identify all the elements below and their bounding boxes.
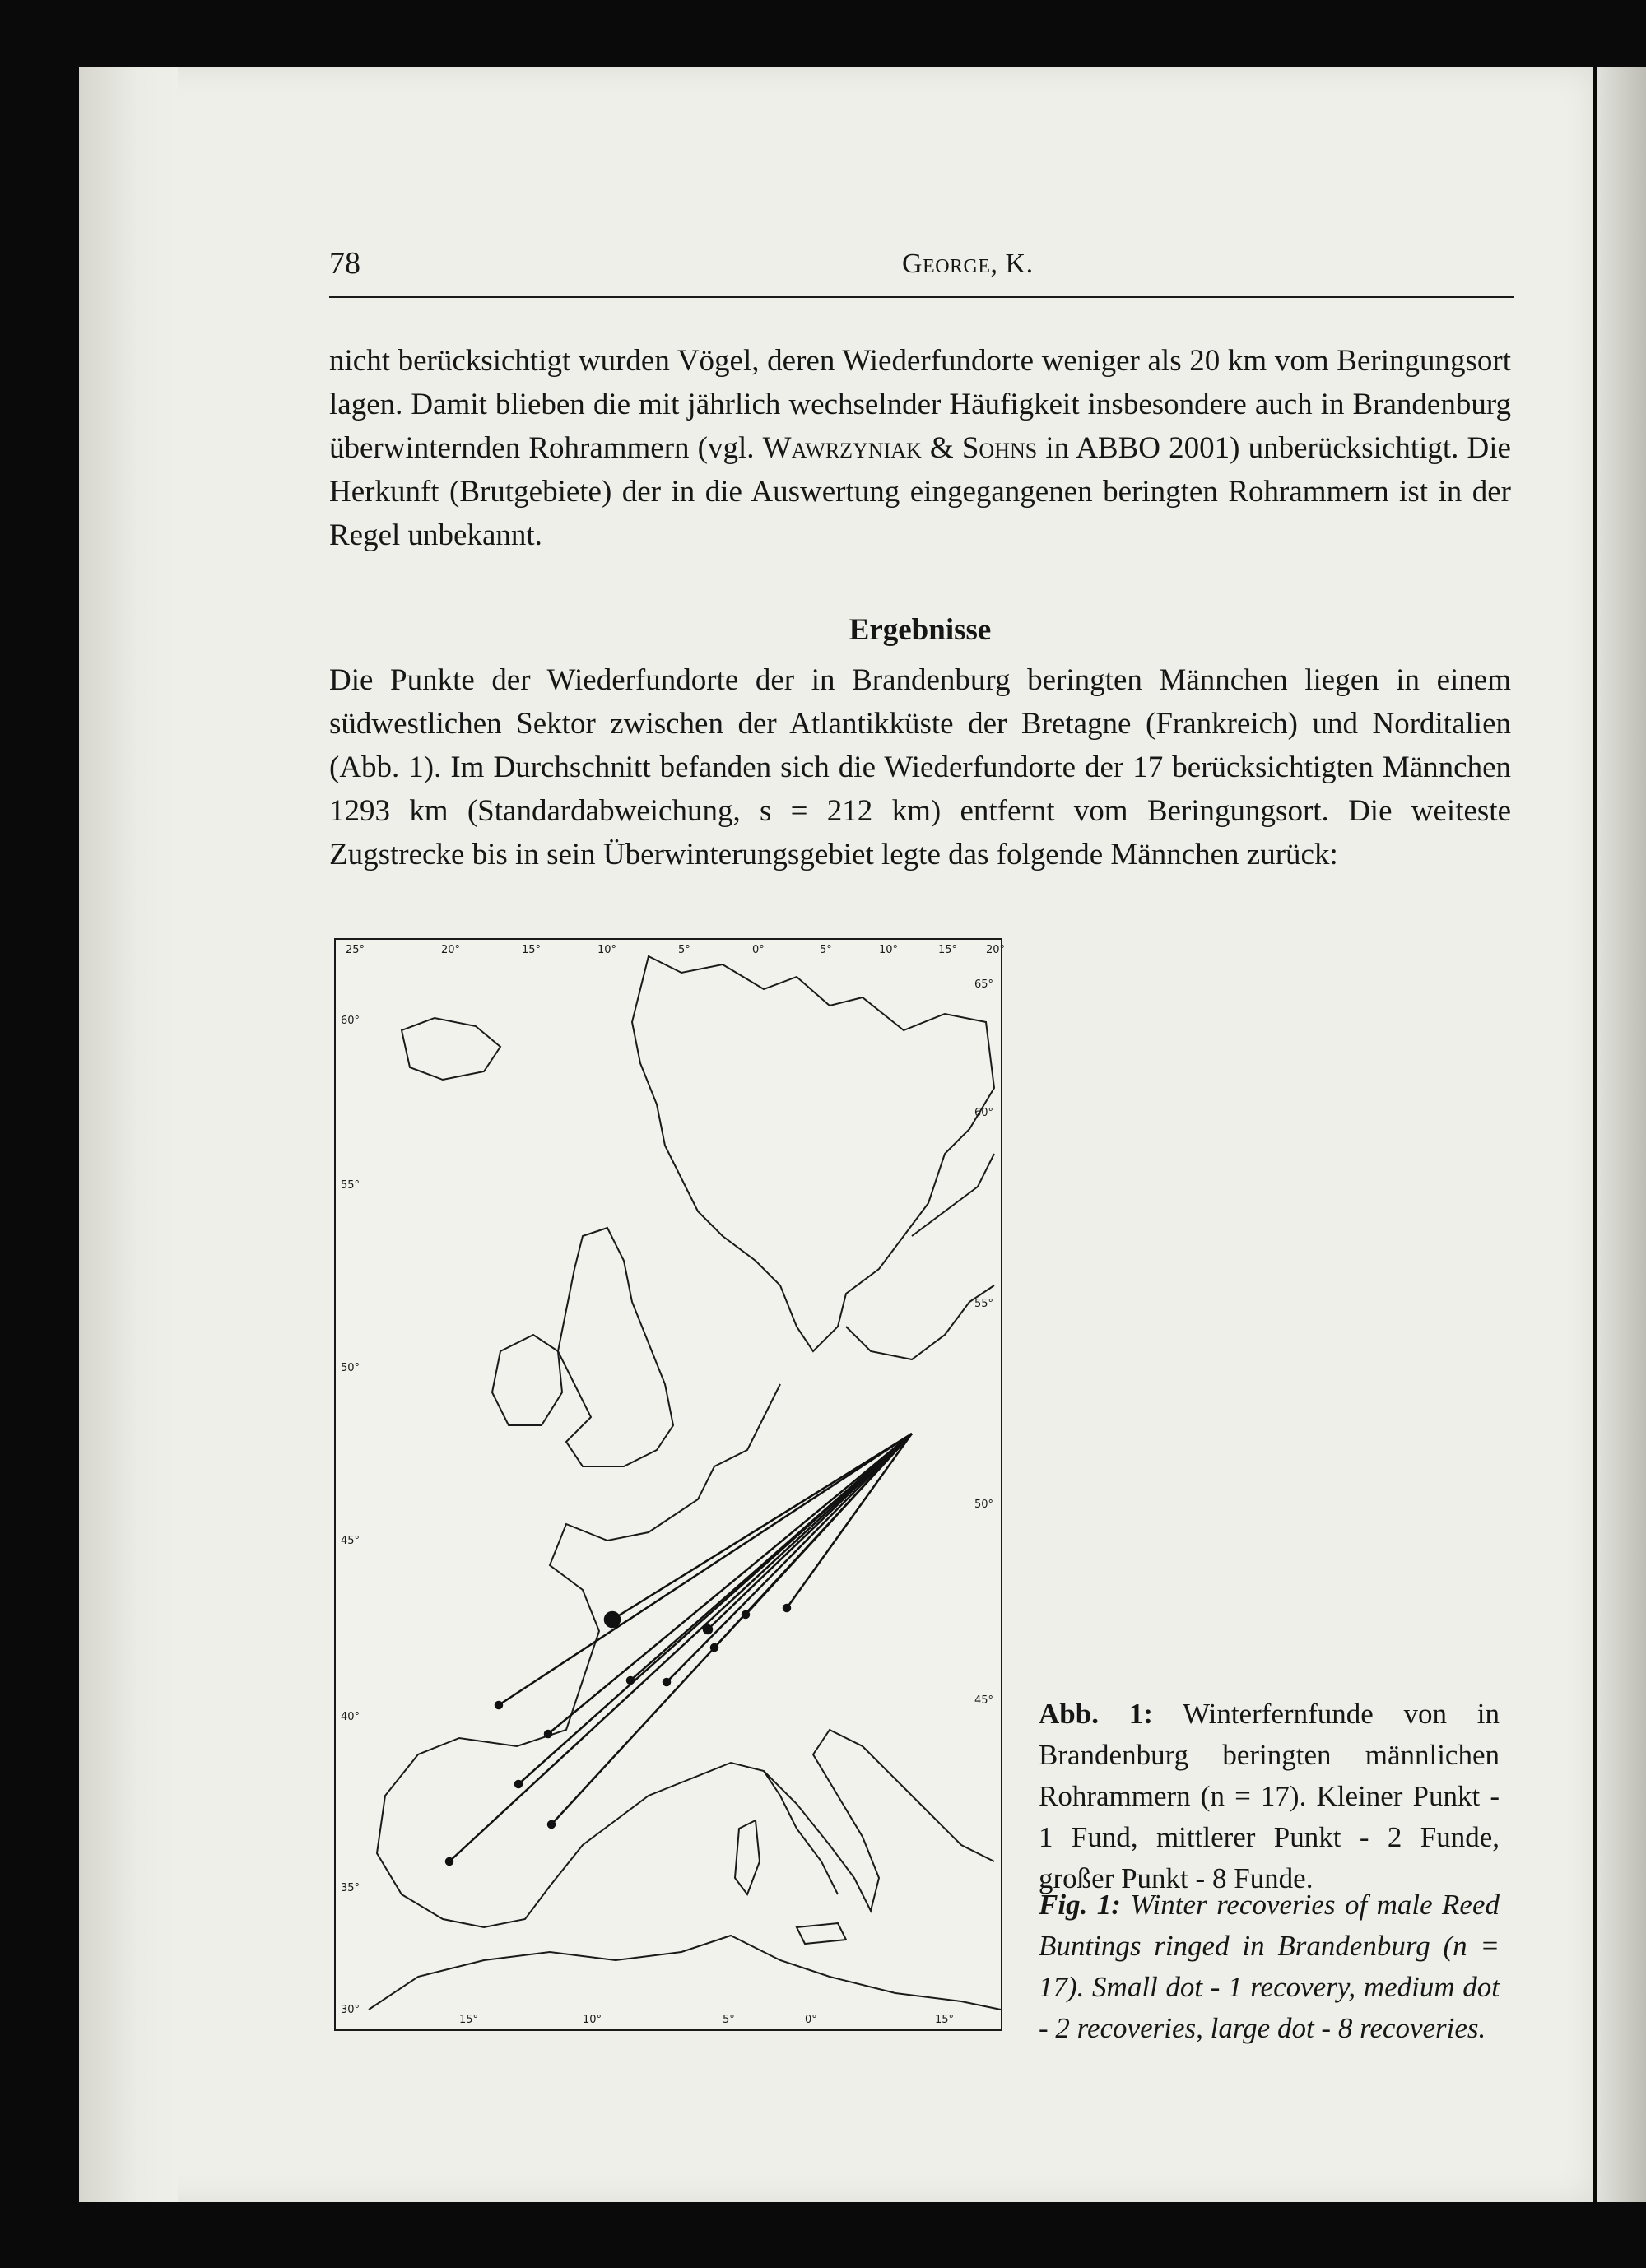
top-tick-label: 25° bbox=[346, 944, 365, 956]
recovery-dot-small bbox=[545, 1731, 551, 1737]
recovery-dot-small bbox=[663, 1679, 670, 1685]
top-tick-label: 20° bbox=[441, 944, 461, 956]
figure-caption-english bbox=[1039, 1885, 1500, 2049]
running-title: George, K. bbox=[902, 249, 1034, 279]
bottom-tick-label: 5° bbox=[723, 2014, 735, 2026]
coastlines bbox=[369, 956, 1001, 2010]
running-header bbox=[329, 245, 1514, 298]
paragraph-lead: nicht berücksichtigt wurden Vögel, deren Wiederfundorte weniger als 20 km vom Beringungsort lagen. Damit blieben die mit jährlich wechselnder Häufigkeit insbesondere auch in Brandenburg überwinternden Rohrammern (vgl. bbox=[329, 344, 1511, 465]
recovery-dot-small bbox=[548, 1821, 555, 1828]
recovery-map-figure bbox=[334, 938, 1006, 2031]
caption-text-de: Winterfernfunde von in Brandenburg beringten männlichen Rohrammern (n = 17). Kleiner Punkt - 1 Fund, mittlerer Punkt - 2 Funde, großer Punkt - 8 Funde. bbox=[1039, 1698, 1500, 1894]
recovery-route-line bbox=[551, 1434, 912, 1824]
left-tick-label: 45° bbox=[341, 1535, 360, 1547]
top-tick-label: 0° bbox=[752, 944, 765, 956]
coastline-ireland bbox=[492, 1335, 562, 1425]
top-tick-label: 10° bbox=[879, 944, 899, 956]
bottom-tick-label: 10° bbox=[583, 2014, 602, 2026]
coastline-baltic bbox=[846, 1285, 994, 1359]
left-tick-label: 55° bbox=[341, 1179, 360, 1192]
top-tick-label: 15° bbox=[522, 944, 542, 956]
top-tick-label: 5° bbox=[678, 944, 690, 956]
page-stack-edge-left bbox=[79, 67, 178, 2202]
recovery-dot-medium bbox=[704, 1625, 712, 1634]
graticule-labels bbox=[341, 944, 1005, 2026]
coastline-north-africa bbox=[369, 1936, 1001, 2010]
page-number: 78 bbox=[329, 246, 360, 281]
left-tick-label: 35° bbox=[341, 1882, 360, 1894]
paragraph-methods-end bbox=[329, 339, 1511, 557]
recovery-route-line bbox=[548, 1434, 912, 1734]
right-tick-label: 45° bbox=[974, 1694, 994, 1707]
right-tick-label: 65° bbox=[974, 978, 994, 991]
bottom-tick-label: 0° bbox=[805, 2014, 817, 2026]
coastline-great-britain bbox=[558, 1228, 673, 1466]
left-tick-label: 50° bbox=[341, 1362, 360, 1374]
recovery-dot-small bbox=[446, 1858, 453, 1865]
bottom-tick-label: 15° bbox=[935, 2014, 955, 2026]
recovery-dot-small bbox=[783, 1605, 790, 1611]
top-tick-label: 5° bbox=[820, 944, 832, 956]
coastline-finland bbox=[912, 1154, 994, 1236]
paragraph-tail: in ABBO 2001) unberücksichtigt. Die Herkunft (Brutgebiete) der in die Auswertung eingegangenen beringten Rohrammern ist in der Regel unbekannt. bbox=[329, 431, 1511, 552]
section-heading: Ergebnisse bbox=[849, 613, 992, 647]
coastline-sardinia bbox=[735, 1820, 760, 1894]
caption-label-de: Abb. 1: bbox=[1039, 1698, 1153, 1730]
recovery-lines bbox=[446, 1434, 912, 1865]
top-tick-label: 20° bbox=[986, 944, 1006, 956]
left-tick-label: 30° bbox=[341, 2004, 360, 2016]
right-tick-label: 55° bbox=[974, 1298, 994, 1310]
right-tick-label: 50° bbox=[974, 1499, 994, 1511]
paragraph-results: Die Punkte der Wiederfundorte der in Brandenburg beringten Männchen liegen in einem südwestlichen Sektor zwischen der Atlantikküste der Bretagne (Frankreich) und Norditalien (Abb. 1). Im Durchschnitt befanden sich die Wiederfundorte der 17 berücksichtigten Männchen 1293 km (Standardabweichung, s = 212 km) entfernt vom Beringungsort. Die weiteste Zugstrecke bis in sein Überwinterungsgebiet legte das folgende Männchen zurück: bbox=[329, 663, 1511, 871]
caption-text-en: Winter recoveries of male Reed Buntings ringed in Brandenburg (n = 17). Small dot - 1 recovery, medium dot - 2 recoveries, large dot - 8 recoveries. bbox=[1039, 1889, 1500, 2044]
coastline-iceland bbox=[402, 1018, 500, 1080]
bottom-tick-label: 15° bbox=[459, 2014, 479, 2026]
top-tick-label: 15° bbox=[938, 944, 958, 956]
recovery-route-line bbox=[449, 1434, 912, 1861]
left-tick-label: 40° bbox=[341, 1711, 360, 1723]
coastline-italy bbox=[764, 1771, 838, 1894]
caption-label-en: Fig. 1: bbox=[1039, 1889, 1121, 1921]
recovery-dot-large bbox=[605, 1612, 620, 1627]
page-stack-edge-right bbox=[1597, 67, 1646, 2202]
recovery-dot-small bbox=[495, 1702, 502, 1708]
coastline-continent bbox=[377, 1384, 994, 1927]
recovery-route-line bbox=[667, 1434, 912, 1682]
recovery-dot-small bbox=[515, 1781, 522, 1787]
figure-caption-german bbox=[1039, 1694, 1500, 1899]
coastline-scandinavia bbox=[632, 956, 994, 1351]
citation-authors: Wawrzyniak & Sohns bbox=[762, 431, 1038, 465]
recovery-route-line bbox=[518, 1434, 912, 1784]
coastline-sicily bbox=[797, 1923, 846, 1944]
recovery-route-line bbox=[499, 1434, 912, 1705]
top-tick-label: 10° bbox=[597, 944, 617, 956]
left-tick-label: 60° bbox=[341, 1015, 360, 1027]
europe-map bbox=[336, 940, 1006, 2029]
right-tick-label: 60° bbox=[974, 1107, 994, 1119]
